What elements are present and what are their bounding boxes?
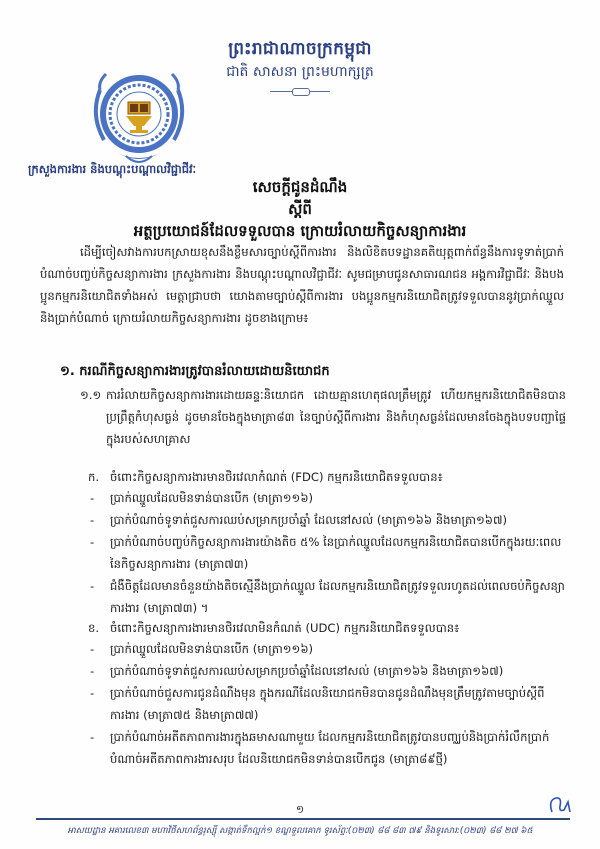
fdc-benefits-list [88, 487, 568, 619]
category-label: ខ. [88, 621, 100, 635]
bullet-dash: - [90, 579, 95, 593]
bullet-dash: - [90, 642, 95, 656]
bullet-dash: - [90, 513, 95, 527]
list-item: - ជំងឺចិត្តដែលមានចំនួនយ៉ាងតិចស្មើនឹងប្រាក់ឈ្នួល ដែលកម្មករនិយោជិតត្រូវទទួលរហូតដល់ពេលចប់កិច្ចសន្យាការងារ (មាត្រា៧៣) ។ [88, 575, 568, 619]
ornament-divider [270, 88, 330, 94]
udc-benefits-list [88, 638, 568, 770]
subsection-number: ១.១ [80, 388, 102, 402]
intro-paragraph: ដើម្បីចៀសវាងការបកស្រាយខុសនឹងខ្លឹមសារច្បាប់ស្តីពីការងារ និងលិខិតបទដ្ឋានគតិយុត្តពាក់ព័ន្ធនឹងការទូទាត់ប្រាក់បំណាច់បញ្ចប់កិច្ចសន្យាការងារ ក្រសួងការងារ និងបណ្តុះបណ្តាលវិជ្ជាជីវៈ សូមជម្រាបជូនសាធារណជន អង្គការវិជ្ជាជីវៈ និងបងប្អូនកម្មករនិយោជិតទាំងអស់ មេត្តាជ្រាបថា យោងតាមច្បាប់ស្តីពីការងារ បងប្អូនកម្មករនិយោជិតត្រូវទទួលបាននូវប្រាក់ឈ្នួល និងប្រាក់បំណាច់ ក្រោយរំលាយកិច្ចសន្យាការងារ ដូចខាងក្រោម៖ [40, 245, 564, 325]
subsection-text: ការរំលាយកិច្ចសន្យាការងារដោយឆន្ទៈនិយោជក ដោយគ្មានហេតុផលត្រឹមត្រូវ ហើយកម្មករនិយោជិតមិនបានប្រព្រឹត្តកំហុសធ្ងន់ ដូចមានចែងក្នុងមាត្រា៨៣ នៃច្បាប់ស្តីពីការងារ និងកំហុសធ្ងន់ដែលមានចែងក្នុងបទបញ្ជាផ្ទៃក្នុងរបស់សហគ្រាស [106, 388, 566, 446]
list-item: - ប្រាក់ឈ្នួលដែលមិនទាន់បានបើក (មាត្រា១១៦) [88, 487, 568, 509]
category-title: ចំពោះកិច្ចសន្យាការងារមានថិរវេលាកំណត់ (FDC) កម្មករនិយោជិតទទួលបាន៖ [110, 470, 443, 484]
bullet-dash: - [90, 664, 95, 678]
document-title: សេចក្តីជូនដំណឹង [252, 178, 348, 196]
kingdom-name: ព្រះរាជាណាចក្រកម្ពុជា [228, 39, 372, 59]
category-title: ចំពោះកិច្ចសន្យាការងារមានថិរវេលាមិនកំណត់ (UDC) កម្មករនិយោជិតទទួលបាន៖ [110, 621, 460, 635]
subsection-1-1 [80, 384, 566, 450]
category-fdc [88, 466, 568, 488]
document-subject: អត្ថប្រយោជន៍ដែលទទួលបាន ក្រោយរំលាយកិច្ចសន្យាការងារ [133, 222, 467, 240]
list-item: - ប្រាក់បំណាច់អតីតភាពការងារក្នុងឆមាសណាមួយ ដែលកម្មករនិយោជិតត្រូវបានបញ្ឈប់និងប្រាក់រំលឹកប្រាក់បំណាច់អតីតភាពការងារសរុប ដែលនិយោជកមិនទាន់បានបើកជូន (មាត្រា៨៩ថ្មី) [88, 726, 568, 770]
document-title-about: ស្តីពី [288, 200, 312, 218]
bullet-dash: - [90, 686, 95, 700]
bullet-dash: - [90, 730, 95, 744]
ministry-name: ក្រសួងការងារ និងបណ្តុះបណ្តាលវិជ្ជាជីវៈ [28, 162, 197, 176]
bullet-dash: - [90, 491, 95, 505]
footer-rule [36, 818, 570, 820]
bullet-dash: - [90, 535, 95, 549]
section-1-heading: ១. ករណីកិច្ចសន្យាការងារត្រូវបានរំលាយដោយនិយោជក [60, 364, 330, 379]
signature-initial-icon [546, 794, 574, 816]
list-item: - ប្រាក់បំណាច់ទូទាត់ជួសការឈប់សម្រាកប្រចាំឆ្នាំដែលនៅសល់ (មាត្រា១៦៦ និងមាត្រា១៦៧) [88, 660, 568, 682]
page-number: ១ [295, 803, 305, 816]
category-label: ក. [88, 470, 100, 484]
ministry-emblem-icon [86, 60, 192, 170]
list-item: - ប្រាក់បំណាច់ជួសការជូនដំណឹងមុន ក្នុងករណីដែលនិយោជកមិនបានជូនដំណឹងមុនត្រឹមត្រូវតាមច្បាប់ស្តីពីការងារ (មាត្រា៧៥ និងមាត្រា៧៧) [88, 682, 568, 726]
category-udc [88, 617, 568, 639]
list-item: - ប្រាក់ឈ្នួលដែលមិនទាន់បានបើក (មាត្រា១១៦) [88, 638, 568, 660]
list-item: - ប្រាក់បំណាច់បញ្ចប់កិច្ចសន្យាការងារយ៉ាងតិច ៥% នៃប្រាក់ឈ្នួលដែលកម្មករនិយោជិតបានបើកក្នុងរយៈពេលនៃកិច្ចសន្យាការងារ (មាត្រា៧៣) [88, 531, 568, 575]
footer-address: អាសយដ្ឋាន អគារលេខ៣ មហាវិថីសហព័ន្ធរុស្ស៊ី សង្កាត់ទឹកល្អក់១ ខណ្ឌទួលគោក ទូរស័ព្ទៈ(០២៣) ៨៨ ៨៣ ៧៩ និងទូរសារ:(០២៣) ៨៨ ២៧ ៦៥ [67, 826, 533, 836]
kingdom-header [200, 38, 400, 94]
list-item: - ប្រាក់បំណាច់ទូទាត់ជួសការឈប់សម្រាកប្រចាំឆ្នាំ ដែលនៅសល់ (មាត្រា១៦៦ និងមាត្រា១៦៧) [88, 509, 568, 531]
national-motto: ជាតិ សាសនា ព្រះមហាក្សត្រ [226, 64, 374, 80]
